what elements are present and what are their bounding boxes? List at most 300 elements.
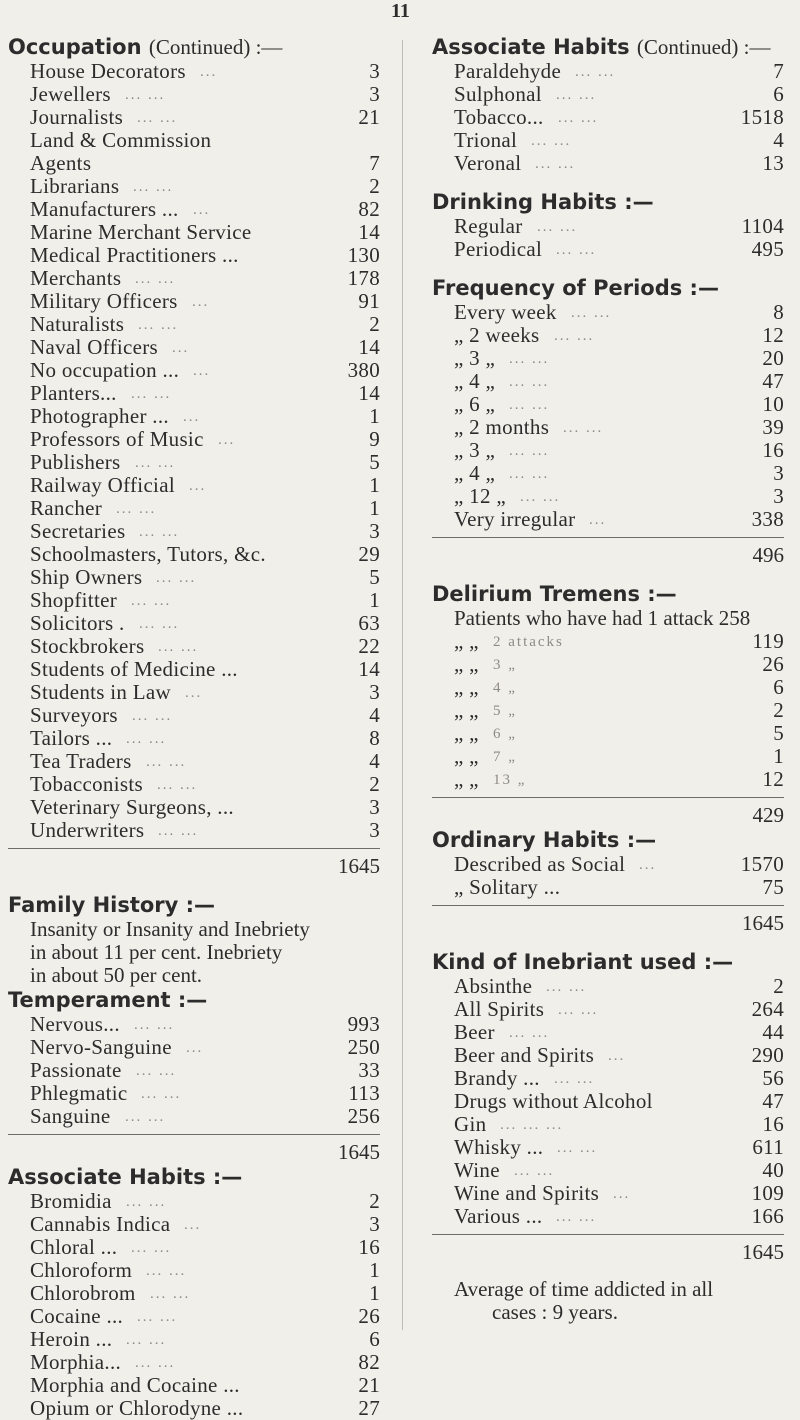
item-leader: ... ... <box>135 271 176 287</box>
list-item <box>432 1090 784 1113</box>
item-value: 256 <box>347 1104 380 1128</box>
list-item <box>8 129 380 152</box>
item-value: 91 <box>358 289 380 313</box>
item-leader: ... ... <box>158 639 199 655</box>
total-rule <box>432 797 784 798</box>
item-value: 4 <box>773 128 784 152</box>
list-item <box>8 681 380 704</box>
associate-habits-cont-heading <box>432 34 784 60</box>
item-value: 3 <box>369 680 380 704</box>
kind-inebriant-list <box>432 975 784 1228</box>
item-leader: ... ... <box>146 1263 187 1279</box>
item-label: „ „ <box>454 629 479 653</box>
item-value: 119 <box>752 629 784 653</box>
item-label: Veronal <box>454 151 522 175</box>
list-item <box>432 485 784 508</box>
item-value: 338 <box>751 507 784 531</box>
item-label: Drugs without Alcohol <box>454 1089 653 1113</box>
item-label: Brandy ... <box>454 1066 540 1090</box>
item-label: Rancher <box>30 496 103 520</box>
list-item <box>8 1236 380 1259</box>
list-item <box>8 1105 380 1128</box>
item-label: Described as Social <box>454 852 626 876</box>
item-value: 82 <box>358 197 380 221</box>
item-value: 290 <box>751 1043 784 1067</box>
item-leader: ... ... <box>514 1163 555 1179</box>
item-leader: ... ... <box>135 1355 176 1371</box>
item-leader: ... ... <box>509 397 550 413</box>
item-value: 3 <box>369 59 380 83</box>
occupation-suffix: (Continued) :— <box>148 35 283 59</box>
list-item <box>432 676 784 699</box>
item-leader: ... ... <box>556 242 597 258</box>
list-item <box>432 1044 784 1067</box>
item-label: Sulphonal <box>454 82 542 106</box>
family-history-line: Insanity or Insanity and Inebriety <box>30 917 310 941</box>
list-item <box>8 1328 380 1351</box>
item-leader: ... ... <box>556 1209 597 1225</box>
average-line: Average of time addicted in all <box>454 1277 714 1301</box>
item-value: 14 <box>358 657 380 681</box>
item-value: 1 <box>369 1258 380 1282</box>
item-label: „ Solitary ... <box>454 875 561 899</box>
list-item <box>432 215 784 238</box>
kind-inebriant-total: 1645 <box>742 1240 784 1264</box>
item-leader: 4 „ <box>493 680 517 696</box>
item-value: 2 <box>773 974 784 998</box>
ordinary-habits-total: 1645 <box>742 911 784 935</box>
list-item <box>8 106 380 129</box>
item-label: Stockbrokers <box>30 634 145 658</box>
left-column <box>8 34 380 1420</box>
item-value: 2 <box>369 312 380 336</box>
item-leader: ... ... <box>571 305 612 321</box>
list-item <box>432 1159 784 1182</box>
item-label: Absinthe <box>454 974 533 998</box>
list-item <box>432 1136 784 1159</box>
list-item <box>8 612 380 635</box>
drinking-habits-list <box>432 215 784 261</box>
kind-inebriant-heading: Kind of Inebriant used :— <box>432 950 734 974</box>
item-label: Paraldehyde <box>454 59 562 83</box>
ordinary-habits-list <box>432 853 784 899</box>
item-leader: ... ... <box>158 823 199 839</box>
item-value: 495 <box>751 237 784 261</box>
list-item <box>8 60 380 83</box>
list-item <box>8 727 380 750</box>
item-value: 2 <box>369 1189 380 1213</box>
list-item <box>8 83 380 106</box>
item-label: Gin <box>454 1112 487 1136</box>
item-label: Cocaine ... <box>30 1304 124 1328</box>
item-label: Marine Merchant Service <box>30 220 252 244</box>
item-value: 2 <box>369 174 380 198</box>
item-value: 14 <box>358 381 380 405</box>
item-value: 130 <box>347 243 380 267</box>
item-value: 2 <box>773 698 784 722</box>
item-leader: ... <box>192 294 210 310</box>
item-label: Secretaries <box>30 519 126 543</box>
list-item <box>8 1036 380 1059</box>
item-value: 1 <box>369 473 380 497</box>
list-item <box>432 301 784 324</box>
total-rule <box>432 537 784 538</box>
item-leader: ... <box>172 340 190 356</box>
list-item <box>432 653 784 676</box>
list-item <box>8 497 380 520</box>
item-leader: ... ... <box>132 708 173 724</box>
item-label: Nervous... <box>30 1012 120 1036</box>
list-item <box>432 324 784 347</box>
item-label: Cannabis Indica <box>30 1212 171 1236</box>
item-value: 16 <box>762 438 784 462</box>
item-leader: ... ... <box>531 133 572 149</box>
item-value: 13 <box>762 151 784 175</box>
item-value: 264 <box>751 997 784 1021</box>
item-label: „ „ <box>454 698 479 722</box>
temperament-list <box>8 1013 380 1128</box>
list-item <box>8 1397 380 1420</box>
item-leader: ... ... <box>116 501 157 517</box>
item-leader: ... <box>639 857 657 873</box>
list-item <box>8 635 380 658</box>
item-value: 250 <box>347 1035 380 1059</box>
list-item <box>8 336 380 359</box>
list-item <box>8 428 380 451</box>
item-label: Shopfitter <box>30 588 117 612</box>
item-label: Trional <box>454 128 518 152</box>
item-label: „ 4 „ <box>454 369 496 393</box>
item-value: 611 <box>752 1135 784 1159</box>
item-leader: ... <box>218 432 236 448</box>
item-label: Tea Traders <box>30 749 132 773</box>
list-item <box>8 382 380 405</box>
list-item <box>432 699 784 722</box>
item-label: Manufacturers ... <box>30 197 179 221</box>
item-label: Every week <box>454 300 557 324</box>
item-value: 6 <box>773 82 784 106</box>
item-value: 63 <box>358 611 380 635</box>
item-label: Publishers <box>30 450 121 474</box>
item-value: 3 <box>369 82 380 106</box>
item-leader: ... <box>186 1040 204 1056</box>
item-leader: ... ... <box>509 1025 550 1041</box>
list-item <box>432 152 784 175</box>
list-item <box>432 1182 784 1205</box>
item-leader: ... ... <box>131 593 172 609</box>
item-leader: ... ... <box>146 754 187 770</box>
item-leader: ... ... <box>509 351 550 367</box>
frequency-list <box>432 301 784 531</box>
item-label: Photographer ... <box>30 404 169 428</box>
list-item <box>8 773 380 796</box>
delirium-total: 429 <box>752 803 784 827</box>
item-label: Journalists <box>30 105 124 129</box>
item-leader: ... <box>613 1186 631 1202</box>
item-label: „ „ <box>454 675 479 699</box>
list-item <box>8 1282 380 1305</box>
item-label: Opium or Chlorodyne ... <box>30 1396 244 1420</box>
list-item <box>432 393 784 416</box>
item-value: 44 <box>762 1020 784 1044</box>
item-label: „ „ <box>454 721 479 745</box>
item-value: 75 <box>762 875 784 899</box>
item-leader: ... ... <box>137 110 178 126</box>
associate-habits-cont-suffix: (Continued) :— <box>636 35 771 59</box>
list-item <box>8 1259 380 1282</box>
item-label: Naval Officers <box>30 335 159 359</box>
item-label: Chloral ... <box>30 1235 118 1259</box>
item-label: Merchants <box>30 266 122 290</box>
item-leader: ... ... <box>134 1017 175 1033</box>
item-label: Various ... <box>454 1204 543 1228</box>
associate-habits-cont-list <box>432 60 784 175</box>
page-number: 11 <box>391 0 410 22</box>
item-leader: ... <box>185 685 203 701</box>
item-value: 4 <box>369 749 380 773</box>
item-value: 82 <box>358 1350 380 1374</box>
list-item <box>8 750 380 773</box>
item-value: 1570 <box>740 852 784 876</box>
item-value: 21 <box>358 1373 380 1397</box>
item-leader: ... ... <box>575 64 616 80</box>
item-leader: ... <box>608 1048 626 1064</box>
drinking-habits-heading: Drinking Habits :— <box>432 190 654 214</box>
item-leader: ... ... <box>509 466 550 482</box>
delirium-intro: Patients who have had 1 attack 258 <box>454 606 751 630</box>
item-label: Chloroform <box>30 1258 133 1282</box>
item-value: 7 <box>369 151 380 175</box>
item-label: Passionate <box>30 1058 122 1082</box>
item-label: „ 2 months <box>454 415 550 439</box>
list-item <box>8 451 380 474</box>
item-value: 1 <box>369 1281 380 1305</box>
item-leader: ... ... <box>137 1309 178 1325</box>
list-item <box>8 589 380 612</box>
item-label: Morphia... <box>30 1350 122 1374</box>
list-item <box>8 1013 380 1036</box>
item-label: „ 3 „ <box>454 346 496 370</box>
list-item <box>432 745 784 768</box>
item-leader: ... <box>193 363 211 379</box>
list-item <box>8 1213 380 1236</box>
list-item <box>8 405 380 428</box>
list-item <box>432 998 784 1021</box>
item-label: „ 6 „ <box>454 392 496 416</box>
item-value: 9 <box>369 427 380 451</box>
list-item <box>432 1205 784 1228</box>
average-line: cases : 9 years. <box>492 1300 618 1324</box>
associate-habits-cont-title: Associate Habits <box>432 35 630 59</box>
item-leader: ... ... <box>557 1140 598 1156</box>
item-label: Military Officers <box>30 289 178 313</box>
item-value: 3 <box>773 484 784 508</box>
item-leader: ... ... <box>126 1194 167 1210</box>
item-value: 166 <box>751 1204 784 1228</box>
list-item <box>8 566 380 589</box>
list-item <box>432 60 784 83</box>
item-value: 3 <box>773 461 784 485</box>
item-leader: ... <box>193 202 211 218</box>
list-item <box>8 1082 380 1105</box>
item-leader: ... ... <box>554 328 595 344</box>
item-label: „ 12 „ <box>454 484 506 508</box>
item-label: Very irregular <box>454 507 576 531</box>
item-label: Librarians <box>30 174 120 198</box>
item-value: 12 <box>762 767 784 791</box>
temperament-heading: Temperament :— <box>8 988 208 1012</box>
item-label: Land & Commission <box>30 128 212 152</box>
item-label: „ 3 „ <box>454 438 496 462</box>
list-item <box>8 267 380 290</box>
item-label: „ „ <box>454 744 479 768</box>
item-value: 8 <box>773 300 784 324</box>
item-label: Schoolmasters, Tutors, &c. <box>30 542 266 566</box>
item-leader: ... <box>183 409 201 425</box>
item-value: 6 <box>773 675 784 699</box>
list-item <box>432 975 784 998</box>
list-item <box>432 347 784 370</box>
occupation-heading <box>8 34 380 60</box>
item-label: Nervo-Sanguine <box>30 1035 172 1059</box>
item-leader: ... ... <box>546 979 587 995</box>
item-label: Wine <box>454 1158 500 1182</box>
item-label: Planters... <box>30 381 117 405</box>
item-label: Heroin ... <box>30 1327 113 1351</box>
list-item <box>8 704 380 727</box>
delirium-list <box>432 630 784 791</box>
associate-habits-list <box>8 1190 380 1420</box>
item-value: 16 <box>762 1112 784 1136</box>
list-item <box>432 1021 784 1044</box>
item-label: Chlorobrom <box>30 1281 136 1305</box>
item-label: Jewellers <box>30 82 111 106</box>
list-item <box>432 462 784 485</box>
item-value: 5 <box>773 721 784 745</box>
item-label: Phlegmatic <box>30 1081 128 1105</box>
item-leader: ... ... <box>126 731 167 747</box>
item-label: All Spirits <box>454 997 545 1021</box>
item-value: 4 <box>369 703 380 727</box>
temperament-total: 1645 <box>338 1140 380 1164</box>
item-leader: ... ... ... <box>500 1117 564 1133</box>
list-item <box>8 474 380 497</box>
item-value: 12 <box>762 323 784 347</box>
list-item <box>8 221 380 244</box>
associate-habits-heading: Associate Habits :— <box>8 1165 243 1189</box>
item-label: „ „ <box>454 767 479 791</box>
item-leader: ... ... <box>139 524 180 540</box>
item-label: Tobacco... <box>454 105 544 129</box>
item-leader: ... ... <box>563 420 604 436</box>
item-value: 113 <box>348 1081 380 1105</box>
item-leader: 13 „ <box>493 772 527 788</box>
item-value: 5 <box>369 450 380 474</box>
ordinary-habits-heading: Ordinary Habits :— <box>432 828 657 852</box>
item-leader: ... <box>189 478 207 494</box>
list-item <box>432 238 784 261</box>
occupation-list <box>8 60 380 842</box>
item-leader: 7 „ <box>493 749 517 765</box>
item-value: 14 <box>358 220 380 244</box>
frequency-total: 496 <box>752 543 784 567</box>
item-leader: ... ... <box>509 443 550 459</box>
item-label: Tailors ... <box>30 726 113 750</box>
item-value: 3 <box>369 795 380 819</box>
item-value: 1104 <box>741 214 784 238</box>
item-leader: ... ... <box>135 455 176 471</box>
list-item <box>432 370 784 393</box>
item-leader: ... <box>589 512 607 528</box>
item-value: 5 <box>369 565 380 589</box>
item-value: 380 <box>347 358 380 382</box>
list-item <box>432 768 784 791</box>
item-label: Professors of Music <box>30 427 204 451</box>
item-leader: ... ... <box>537 219 578 235</box>
item-value: 8 <box>369 726 380 750</box>
item-value: 29 <box>358 542 380 566</box>
item-value: 26 <box>358 1304 380 1328</box>
family-history-heading: Family History :— <box>8 893 216 917</box>
item-leader: 6 „ <box>493 726 517 742</box>
item-label: Students of Medicine ... <box>30 657 238 681</box>
frequency-heading: Frequency of Periods :— <box>432 276 719 300</box>
item-value: 1518 <box>740 105 784 129</box>
item-label: Bromidia <box>30 1189 112 1213</box>
item-leader: 3 „ <box>493 657 517 673</box>
list-item <box>432 439 784 462</box>
list-item <box>432 129 784 152</box>
item-label: Underwriters <box>30 818 145 842</box>
item-label: Morphia and Cocaine ... <box>30 1373 240 1397</box>
list-item <box>8 175 380 198</box>
list-item <box>432 508 784 531</box>
list-item <box>8 244 380 267</box>
total-rule <box>8 1134 380 1135</box>
item-label: Regular <box>454 214 523 238</box>
item-leader: ... ... <box>554 1071 595 1087</box>
list-item <box>8 520 380 543</box>
item-label: Agents <box>30 151 92 175</box>
list-item <box>8 1190 380 1213</box>
item-value: 1 <box>773 744 784 768</box>
item-leader: ... ... <box>139 616 180 632</box>
item-leader: ... ... <box>138 317 179 333</box>
item-value: 178 <box>347 266 380 290</box>
item-value: 109 <box>751 1181 784 1205</box>
list-item <box>8 543 380 566</box>
list-item <box>8 313 380 336</box>
total-rule <box>432 905 784 906</box>
item-value: 22 <box>358 634 380 658</box>
item-value: 1 <box>369 588 380 612</box>
occupation-title: Occupation <box>8 35 142 59</box>
item-value: 27 <box>358 1396 380 1420</box>
item-value: 7 <box>773 59 784 83</box>
list-item <box>432 630 784 653</box>
item-value: 33 <box>358 1058 380 1082</box>
item-leader: ... ... <box>131 1240 172 1256</box>
item-label: „ „ <box>454 652 479 676</box>
list-item <box>8 1305 380 1328</box>
item-value: 47 <box>762 369 784 393</box>
item-value: 10 <box>762 392 784 416</box>
item-label: Whisky ... <box>454 1135 544 1159</box>
item-label: Sanguine <box>30 1104 111 1128</box>
item-label: Medical Practitioners ... <box>30 243 239 267</box>
list-item <box>8 1059 380 1082</box>
right-column <box>432 34 784 1324</box>
